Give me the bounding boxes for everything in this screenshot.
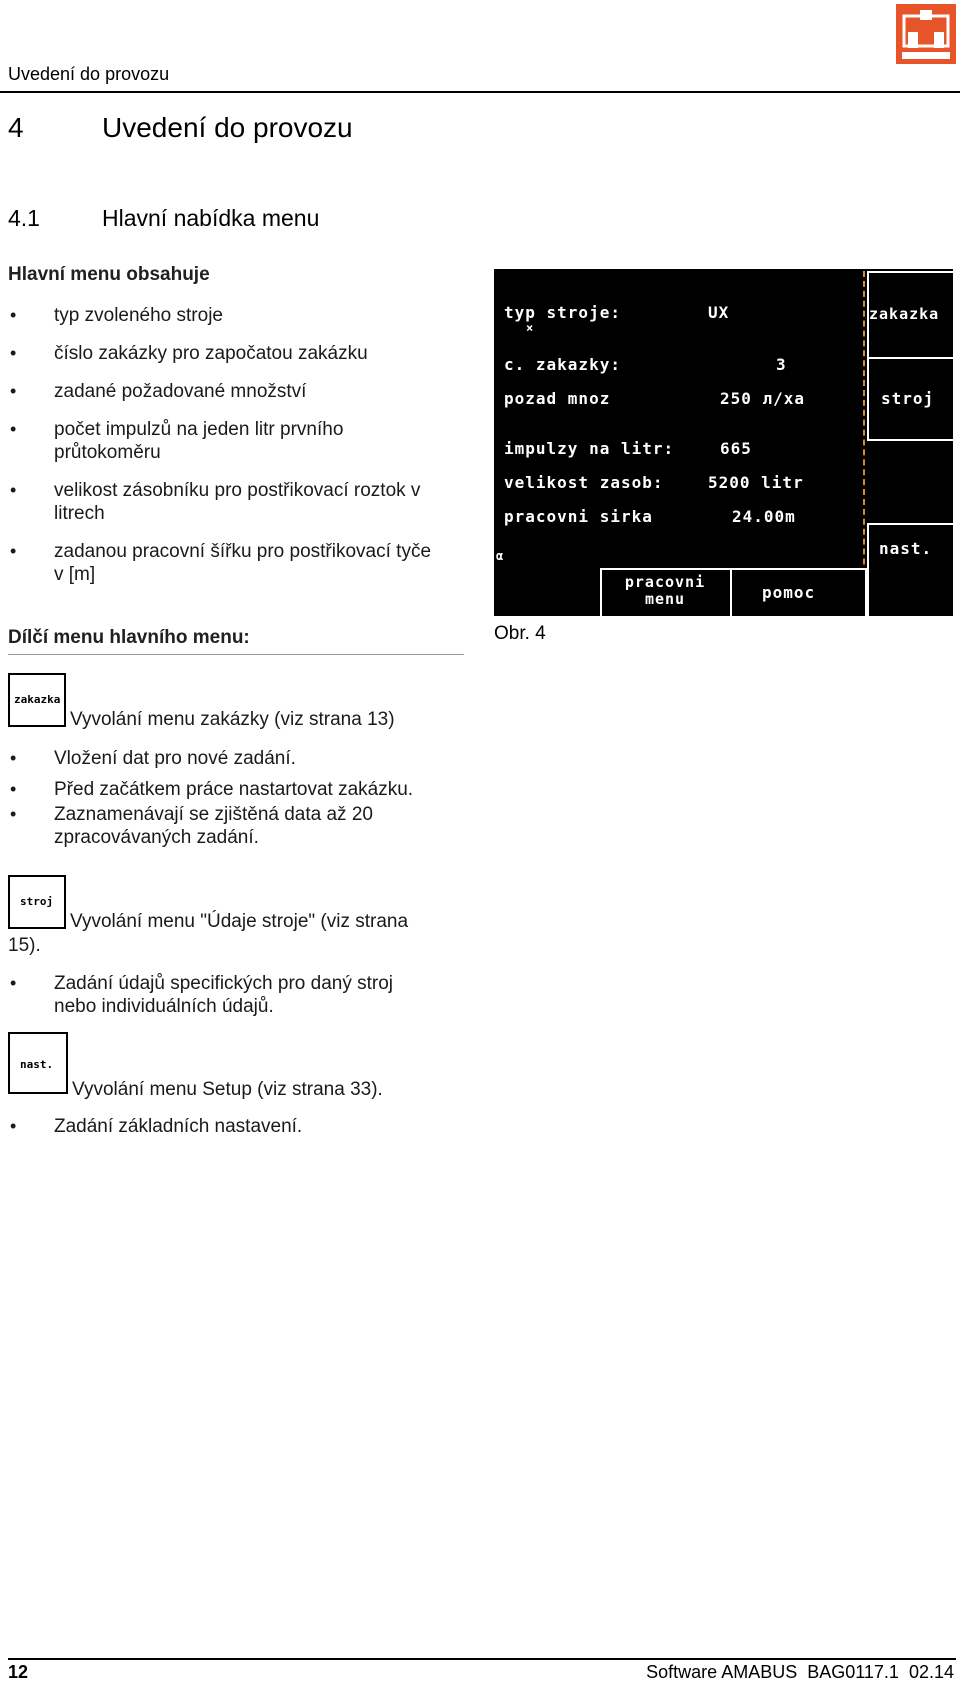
machine-key-icon: stroj bbox=[8, 875, 66, 929]
page-number: 12 bbox=[8, 1662, 29, 1682]
list-item: • počet impulzů na jeden litr prvního průtokoměru bbox=[8, 418, 384, 464]
screen-value-pulses: 665 bbox=[720, 439, 752, 458]
intro-list bbox=[8, 304, 458, 601]
figure-label: Obr. 4 bbox=[494, 623, 546, 644]
sub1-text: Vyvolání menu zakázky (viz strana 13) bbox=[70, 709, 395, 730]
screen-label-width: pracovni sirka bbox=[504, 507, 653, 526]
list-item: • velikost zásobníku pro postřikovací roztok v litrech bbox=[8, 479, 454, 525]
sub2-list bbox=[8, 972, 438, 1026]
alpha-mark: α bbox=[496, 549, 505, 563]
softkey-help[interactable]: pomoc bbox=[730, 568, 867, 618]
list-item: • zadanou pracovní šířku pro postřikovací tyče v [m] bbox=[8, 540, 444, 586]
screen-value-tank: 5200 litr bbox=[708, 473, 804, 492]
submenus-rule bbox=[8, 654, 464, 655]
section-number: 4.1 bbox=[8, 205, 40, 231]
setup-key-icon: nast. bbox=[8, 1032, 68, 1094]
list-item: • typ zvoleného stroje bbox=[8, 304, 458, 327]
softkey-order[interactable]: zakazka bbox=[867, 271, 955, 361]
list-item: • zadané požadované množství bbox=[8, 380, 458, 403]
softkey-work-menu[interactable]: pracovni menu bbox=[600, 568, 734, 618]
softkey-setup[interactable]: nast. bbox=[867, 523, 955, 618]
sub2-text-cont: 15). bbox=[8, 935, 41, 956]
screen-label-tank: velikost zasob: bbox=[504, 473, 664, 492]
softkey-machine[interactable]: stroj bbox=[867, 357, 955, 441]
sub2-text: Vyvolání menu "Údaje stroje" (viz strana bbox=[70, 911, 409, 932]
sub3-text: Vyvolání menu Setup (viz strana 33). bbox=[72, 1079, 383, 1100]
running-header: Uvedení do provozu bbox=[8, 64, 170, 84]
screen-label-type: typ stroje: bbox=[504, 303, 621, 322]
screen-value-width: 24.00m bbox=[732, 507, 796, 526]
screen-label-pulses: impulzy na litr: bbox=[504, 439, 675, 458]
terminal-screen bbox=[494, 269, 953, 616]
submenus-title: Dílčí menu hlavního menu: bbox=[8, 627, 250, 648]
screen-value-order: 3 bbox=[776, 355, 787, 374]
screen-value-type: UX bbox=[708, 303, 730, 322]
chapter-title: Uvedení do provozu bbox=[102, 112, 353, 143]
intro-lead: Hlavní menu obsahuje bbox=[8, 264, 210, 285]
footer-rule bbox=[8, 1658, 956, 1660]
header-rule bbox=[0, 91, 960, 93]
list-item: • Zadání základních nastavení. bbox=[8, 1115, 438, 1138]
list-item: • číslo zakázky pro započatou zakázku bbox=[8, 342, 458, 365]
sub3-list bbox=[8, 1115, 438, 1146]
chapter-number: 4 bbox=[8, 112, 24, 143]
chapter-heading bbox=[8, 112, 353, 144]
screen-label-order: c. zakazky: bbox=[504, 355, 621, 374]
section-heading bbox=[8, 205, 319, 232]
order-key-icon: zakazka bbox=[8, 673, 66, 727]
screen-label-rate: pozad mnoz bbox=[504, 389, 611, 408]
list-item: • Zadání údajů specifických pro daný stroj nebo individuálních údajů. bbox=[8, 972, 438, 1018]
screen-value-rate: 250 л/xa bbox=[720, 389, 806, 408]
sub1-list bbox=[8, 747, 438, 857]
list-item: • Před začátkem práce nastartovat zakázku. bbox=[8, 778, 438, 801]
amazone-logo bbox=[896, 4, 956, 64]
list-item: • Zaznamenávají se zjištěná data až 20 zpracovávaných zadání. bbox=[8, 803, 438, 849]
document-id: Software AMABUS BAG0117.1 02.14 bbox=[646, 1662, 954, 1682]
section-title: Hlavní nabídka menu bbox=[102, 205, 320, 231]
cursor-mark: × bbox=[526, 321, 535, 335]
amazone-logo-icon bbox=[896, 4, 956, 64]
list-item: • Vložení dat pro nové zadání. bbox=[8, 747, 438, 770]
